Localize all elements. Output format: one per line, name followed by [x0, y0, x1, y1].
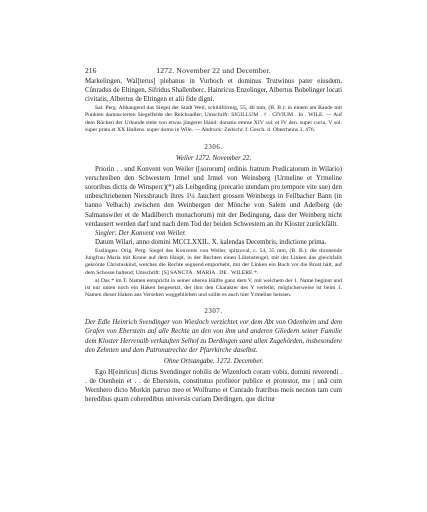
document-number-2307: 2307. [204, 308, 223, 316]
document-dating-2306: Datum Wilari, anno domini MCCLXXII., X. kalendas Decembris, indictione prima. [95, 238, 327, 246]
document-sealer-2306: Siegler: Der Konvent von Weiler. [95, 229, 187, 237]
document-footnote-2306: a) Das * im T. Namen entspricht in seiner oberen Hälfte ganz dem V, mit welchem der 1. Name beginnt und ist nur unten noch ein Haken beigesetzt, der ihm den Charakter des Y verleiht; möglicherweise ist beim 1. Namen dieser Haken aus Versehen weggeblieben und sollte es auch hier Yrmeline heissen. [85, 277, 342, 299]
page-number: 216 [85, 66, 97, 75]
document-archive-note-2306: Esslingen. Orig. Perg. Siegel des Konvents von Weiler, spitzoval, c. 54, 35 mm, (B. B.): die thronende Jungfrau Maria mit Krone auf dem Haupt, in der Rechten einen Lilienstengel, mit der Linken das gleichfalls gekrönte Christuskind, welches die Rechte segnend emporhebt, mit der Linken ein Buch vor die Brust hält, auf dem Schosse haltend; Umschrift: [S] SANCTA . MARIA . DE . WILERE *. [85, 247, 342, 276]
document-number-2306: 2306. [204, 144, 223, 152]
document-title-2306: Weiler 1272. November 22. [175, 155, 252, 163]
document-text-2307: Ego H[einricus] dictus Svendinger nobilis de Wizenloch coram vobis, domini reverendi . . de Otenhein et . . de Eberstein, constitutus profiteor publice et protestor, me | unâ cum Wernhero dicto Morkin patruo meo et Wolframo et Cunrado fratribus meis necnon tam cum heredibus quam coheredibus universis curiam Derdingen, que dicitur [85, 368, 342, 404]
previous-document-seal-note: Sal. Perg. Abhangend das Siegel der Stadt Weil, schildförmig, 55, 46 mm, (B. B.): in einem am Rande mit Punkten damascierten Siegelfelde der Reichsadler; Umschrift: SIGILLUM . † . CIVIUM . In . WILE. — Auf dem Rücken der Urkunde steht von etwas jüngerer Hand: donatio emme XIV sol. et IV den. super curia, V sol. super prata et XX Hallens. super domo in Wile. — Abdruck: Zeitschr. f. Gesch. d. Oberrheins 3, 476. [85, 105, 342, 133]
document-regest-2307: Der Edle Heinrich Svendinger von Wiesloch verzichtet vor dem Abt von Odenheim und dem Grafen von Eberstein auf alle Rechte an den von ihm und anderen Gliedern seiner Familie dem Kloster Herrenalb verkauften Selhof zu Derdingen samt allen Zugehörden, insbesondere den Zehnten und dem Patronatrechte der Pfarrkirche daselbst. [85, 319, 342, 354]
previous-document-text: Markelingen, Wal[terus] plebanus in Vurboch et dominus Trutwinus pater eiusdem, Cůnradus de Eltingen, Sifridus Shallenberc, Hainricus Enzelinger, Albertus Bobelinger locati civitatis, Albertus de Eltingen et alii fide digni. [85, 78, 342, 104]
document-place-date-2307: Ohne Ortsangabe. 1272. December. [163, 357, 264, 365]
running-title: 1272. November 22 und December. [156, 66, 271, 75]
page-header [85, 66, 342, 77]
document-regest-2306: Priorin . . und Konvent von Weiler ([sororum] ordinis fratrum Predicatorum in Wilario) verschreiben den Schwestern Irmel und Irmel von Weinsberg (Urmeline et Yrmeline sororibus dictis de Winsperc)(*) als Leibgeding (precario utendam pro tempore vite sue) den unbeschriebenen Niessbrauch ihres 1¼ Jauchert grossen Weinbergs in Fellbacher Bann (in banno Velbach) zwischen den Weinbergen der Mönche von Salem und Adelberg (de Salmanswiler et de Madilberch monachorum) mit der Bedingung, dass der Weinberg nicht verdausert werden darf und nach dem Tod der beiden Schwestern an ihr Kloster zurückfällt. [85, 166, 342, 228]
